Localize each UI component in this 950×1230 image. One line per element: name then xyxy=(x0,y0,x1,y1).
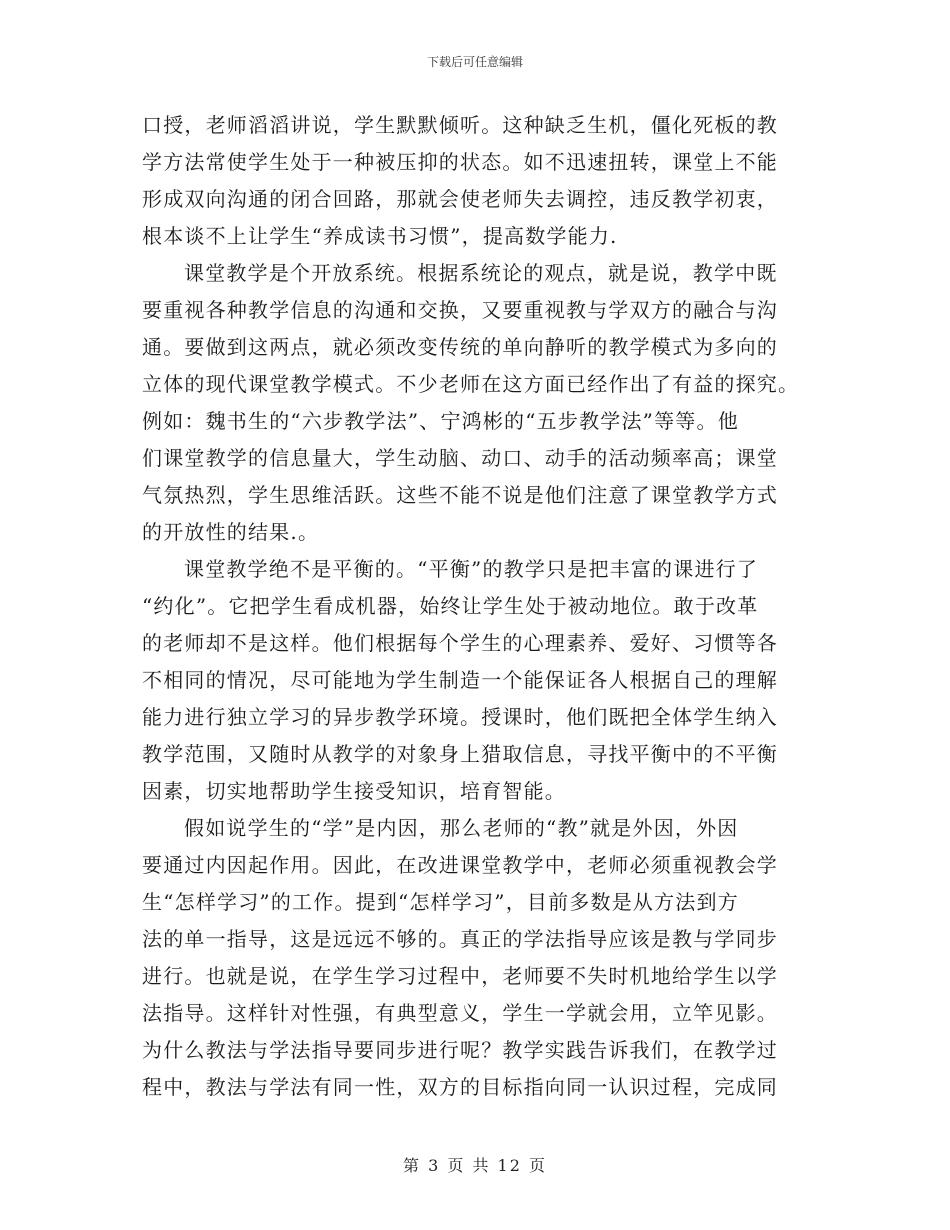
text-line: 例如：魏书生的“六步教学法”、宁鸿彬的“五步教学法”等等。他 xyxy=(142,409,739,433)
text-line: 假如说学生的“学”是内因，那么老师的“教”就是外因，外因 xyxy=(184,816,739,840)
paragraph-1 xyxy=(142,107,810,255)
text-line: 气氛热烈，学生思维活跃。这些不能不说是他们注意了课堂教学方式 xyxy=(142,483,778,507)
text-line: 立体的现代课堂教学模式。不少老师在这方面已经作出了有益的探究。 xyxy=(142,372,800,396)
text-line: 的老师却不是这样。他们根据每个学生的心理素养、爱好、习惯等各 xyxy=(142,631,778,655)
document-body xyxy=(142,107,810,1106)
page-number-footer: 第 3 页 共 12 页 xyxy=(403,1156,547,1175)
text-line: 通。要做到这两点，就必须改变传统的单向静听的教学模式为多向的 xyxy=(142,335,778,359)
text-line: 教学范围，又随时从教学的对象身上猎取信息，寻找平衡中的不平衡 xyxy=(142,742,778,766)
text-line: 要通过内因起作用。因此，在改进课堂教学中，老师必须重视教会学 xyxy=(142,853,778,877)
text-line: 学方法常使学生处于一种被压抑的状态。如不迅速扭转，课堂上不能 xyxy=(142,150,778,174)
text-line: 法的单一指导，这是远远不够的。真正的学法指导应该是教与学同步 xyxy=(142,927,778,951)
text-line: 不相同的情况，尽可能地为学生制造一个能保证各人根据自己的理解 xyxy=(142,668,778,692)
paragraph-2 xyxy=(142,255,810,551)
text-line: 课堂教学是个开放系统。根据系统论的观点，就是说，教学中既 xyxy=(184,261,778,285)
text-line: 为什么教法与学法指导要同步进行呢？教学实践告诉我们，在教学过 xyxy=(142,1038,778,1062)
page-header: 下载后可任意编辑 xyxy=(426,55,523,69)
paragraph-4 xyxy=(142,810,810,1106)
text-line: 们课堂教学的信息量大，学生动脑、动口、动手的活动频率高；课堂 xyxy=(142,446,778,470)
text-line: 要重视各种教学信息的沟通和交换，又要重视教与学双方的融合与沟 xyxy=(142,298,778,322)
text-line: 因素，切实地帮助学生接受知识，培育智能。 xyxy=(142,779,566,803)
text-line: 进行。也就是说，在学生学习过程中，老师要不失时机地给学生以学 xyxy=(142,964,778,988)
text-line: 的开放性的结果.。 xyxy=(142,520,320,544)
text-line: 能力进行独立学习的异步教学环境。授课时，他们既把全体学生纳入 xyxy=(142,705,778,729)
text-line: 法指导。这样针对性强，有典型意义，学生一学就会用，立竿见影。 xyxy=(142,1001,778,1025)
text-line: 课堂教学绝不是平衡的。“平衡”的教学只是把丰富的课进行了 xyxy=(184,557,759,581)
text-line: 生“怎样学习”的工作。提到“怎样学习”，目前多数是从方法到方 xyxy=(142,890,739,914)
text-line: 根本谈不上让学生“养成读书习惯”，提高数学能力. xyxy=(142,224,618,248)
text-line: 形成双向沟通的闭合回路，那就会使老师失去调控，违反教学初衷， xyxy=(142,187,778,211)
text-line: 程中，教法与学法有同一性，双方的目标指向同一认识过程，完成同 xyxy=(142,1075,778,1099)
paragraph-3 xyxy=(142,551,810,810)
text-line: “约化”。它把学生看成机器，始终让学生处于被动地位。敢于改革 xyxy=(142,594,759,618)
text-line: 口授，老师滔滔讲说，学生默默倾听。这种缺乏生机，僵化死板的教 xyxy=(142,113,778,137)
